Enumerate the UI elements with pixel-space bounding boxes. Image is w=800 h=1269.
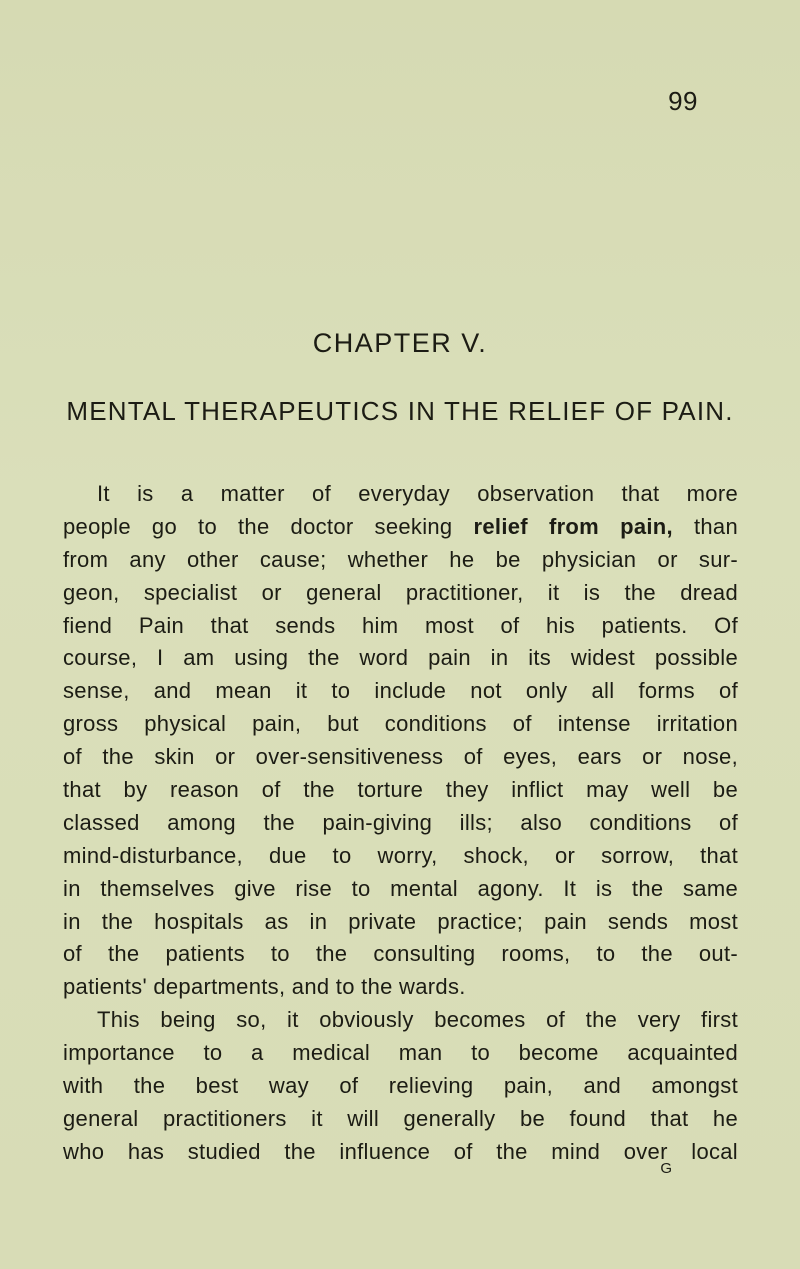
text-line: in themselves give rise to mental agony. It is the same [63,875,738,901]
text-line: in the hospitals as in private practice; pain sends most [63,908,738,934]
text-run: than [672,513,738,539]
text-line: This being so, it obviously becomes of the very first [97,1007,738,1033]
bold-phrase: relief from pain, [473,513,673,539]
text-line: from any other cause; whether he be physician or sur- [63,546,738,572]
body-text [63,478,738,1169]
text-line: geon, specialist or general practitioner, it is the dread [63,579,738,605]
text-line: classed among the pain-giving ills; also conditions of [63,809,738,835]
chapter-label: CHAPTER V. [312,328,488,358]
text-line: It is a matter of everyday observation that more [97,481,738,506]
page-number: 99 [668,86,698,116]
text-line: course, I am using the word pain in its widest possible [63,645,738,671]
text-line: with the best way of relieving pain, and amongst [63,1073,738,1099]
text-line: gross physical pain, but conditions of intense irritation [63,711,738,737]
text-line: patients' departments, and to the wards. [63,974,466,1000]
text-line: of the skin or over-sensitiveness of eyes, ears or nose, [63,744,738,770]
text-line: sense, and mean it to include not only all forms of [63,678,738,704]
signature-mark: G [660,1160,672,1177]
text-line: that by reason of the torture they inflict may well be [63,777,738,803]
text-line: who has studied the influence of the mind over local [63,1138,738,1164]
text-line: general practitioners it will generally be found that he [63,1105,738,1131]
text-line: fiend Pain that sends him most of his patients. Of [63,612,738,638]
text-line: mind-disturbance, due to worry, shock, or sorrow, that [63,842,738,868]
chapter-title: MENTAL THERAPEUTICS IN THE RELIEF OF PAIN. [66,396,734,426]
text-run: people go to the doctor seeking [63,513,474,539]
text-line [63,511,738,544]
text-line: of the patients to the consulting rooms, to the out- [63,941,738,967]
text-line: importance to a medical man to become acquainted [63,1040,738,1066]
